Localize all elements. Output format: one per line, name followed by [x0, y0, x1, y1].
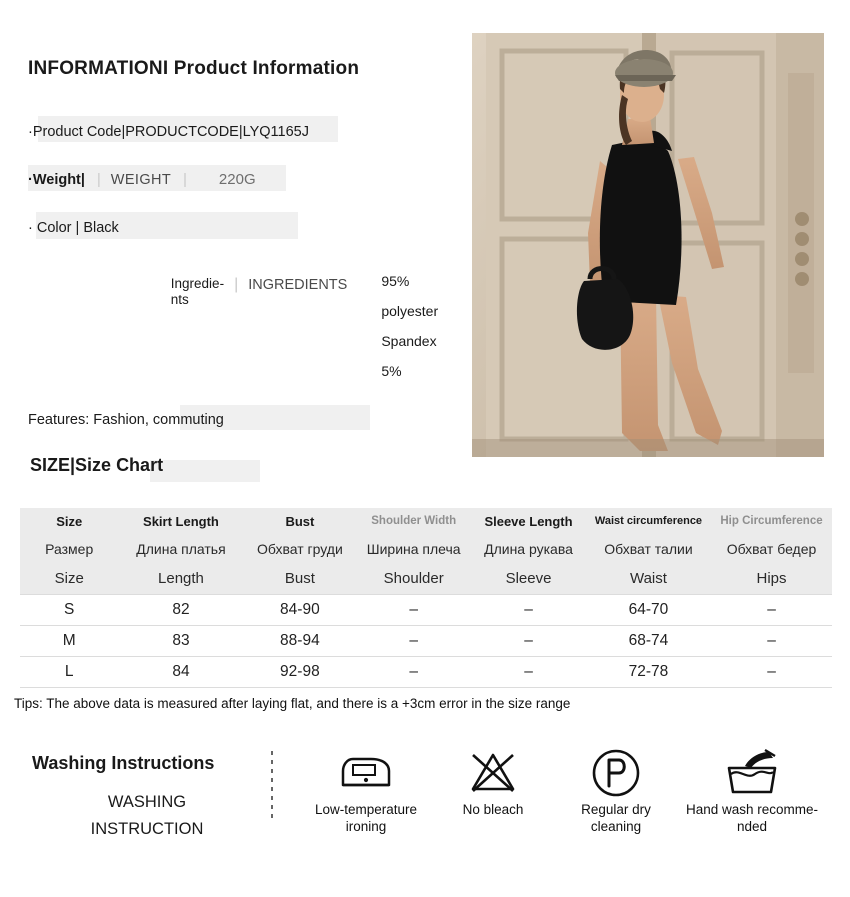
cell-sleeve: –	[471, 656, 586, 687]
hand-wash-caption-line1: Hand wash recomme-	[685, 802, 819, 817]
cell-shoulder: –	[356, 594, 471, 625]
cell-waist: 72-78	[586, 656, 711, 687]
cell-bust: 92-98	[244, 656, 357, 687]
washing-icon-list	[292, 745, 832, 865]
cell-sleeve: –	[471, 625, 586, 656]
cell-hips: –	[711, 656, 832, 687]
cell-waist: 68-74	[586, 625, 711, 656]
header2-waist: Waist	[586, 564, 711, 594]
header-waist-circumference: Waist circumference	[586, 508, 711, 534]
product-photo	[472, 33, 824, 457]
iron-icon	[300, 745, 432, 801]
header2-shoulder: Shoulder	[356, 564, 471, 594]
header-ru-shoulder: Ширина плеча	[356, 534, 471, 564]
weight-value: 220G	[218, 171, 256, 188]
no-bleach-icon	[434, 745, 552, 801]
ingredients-middle-label: INGREDIENTS	[248, 277, 348, 293]
hand-wash-caption-line2: nded	[736, 819, 768, 834]
header-hip-circumference: Hip Circumference	[711, 508, 832, 534]
product-code-text: ·Product Code|PRODUCTCODE|LYQ1165J	[28, 124, 309, 140]
features-text: Features: Fashion, commuting	[28, 412, 224, 428]
ingredient-value-2: Spandex 5%	[381, 333, 437, 379]
color-text: · Color | Black	[28, 220, 119, 236]
header-skirt-length: Skirt Length	[118, 508, 243, 534]
color-row	[28, 220, 448, 236]
header-sleeve-length: Sleeve Length	[471, 508, 586, 534]
ingredients-values	[381, 266, 448, 386]
size-chart-title: SIZE|Size Chart	[30, 455, 164, 475]
weight-separator-2: |	[183, 172, 187, 188]
cell-size: S	[20, 594, 118, 625]
size-title-highlight	[150, 460, 260, 482]
header-size: Size	[20, 508, 118, 534]
washing-item-hand-wash	[674, 745, 830, 835]
header-shoulder-width: Shoulder Width	[356, 508, 471, 534]
cell-length: 83	[118, 625, 243, 656]
washing-item-ironing	[300, 745, 432, 835]
no-bleach-caption-line1: No bleach	[462, 802, 524, 817]
ingredients-separator: |	[234, 276, 239, 293]
table-row	[20, 656, 832, 687]
table-header-en	[20, 508, 832, 534]
weight-separator: |	[96, 172, 101, 188]
header2-sleeve: Sleeve	[471, 564, 586, 594]
ingredients-label: Ingredie-nts	[170, 276, 225, 307]
header-ru-bust: Обхват груди	[244, 534, 357, 564]
weight-bracket: |	[80, 172, 85, 188]
cell-shoulder: –	[356, 656, 471, 687]
washing-item-no-bleach	[434, 745, 552, 818]
product-information-title: INFORMATIONI Product Information	[28, 58, 360, 79]
cell-hips: –	[711, 594, 832, 625]
product-information-block	[28, 58, 448, 428]
table-header-en2	[20, 564, 832, 594]
cell-bust: 88-94	[244, 625, 357, 656]
features-row	[28, 412, 448, 428]
header-ru-waist: Обхват талии	[586, 534, 711, 564]
table-row	[20, 625, 832, 656]
cell-size: M	[20, 625, 118, 656]
size-chart-table	[20, 508, 832, 688]
ironing-caption-line2: ironing	[345, 819, 387, 834]
washing-instructions-subtitle	[72, 789, 222, 843]
weight-row	[28, 171, 448, 188]
ingredient-value-1: 95% polyester	[381, 273, 439, 319]
cell-length: 84	[118, 656, 243, 687]
header-ru-sleeve: Длина рукава	[471, 534, 586, 564]
cell-size: L	[20, 656, 118, 687]
weight-middle-label: WEIGHT	[110, 172, 172, 188]
header2-bust: Bust	[244, 564, 357, 594]
header-ru-hips: Обхват бедер	[711, 534, 832, 564]
dry-cleaning-caption-line1: Regular dry	[581, 802, 651, 817]
ironing-caption-line1: Low-temperature	[314, 802, 418, 817]
header-bust: Bust	[244, 508, 357, 534]
header2-size: Size	[20, 564, 118, 594]
washing-subtitle-line1: WASHING	[107, 793, 187, 811]
cell-shoulder: –	[356, 625, 471, 656]
cell-length: 82	[118, 594, 243, 625]
cell-waist: 64-70	[586, 594, 711, 625]
highlight-bar	[28, 266, 171, 326]
table-row	[20, 594, 832, 625]
cell-sleeve: –	[471, 594, 586, 625]
weight-label: ·Weight	[28, 172, 81, 188]
table-header-ru	[20, 534, 832, 564]
cell-bust: 84-90	[244, 594, 357, 625]
washing-item-dry-cleaning	[554, 745, 678, 835]
product-code-row	[28, 124, 448, 140]
model-photo-illustration	[472, 33, 824, 457]
header-ru-length: Длина платья	[118, 534, 243, 564]
washing-instructions-title: Washing Instructions	[32, 753, 215, 773]
dry-clean-p-icon	[554, 745, 678, 801]
ingredients-row	[28, 266, 448, 386]
hand-wash-icon	[674, 745, 830, 801]
header-ru-size: Размер	[20, 534, 118, 564]
header2-length: Length	[118, 564, 243, 594]
vertical-dotted-divider	[271, 751, 273, 819]
header2-hips: Hips	[711, 564, 832, 594]
dry-cleaning-caption-line2: cleaning	[590, 819, 642, 834]
size-chart-tips: Tips: The above data is measured after laying flat, and there is a +3cm error in the size range	[14, 696, 571, 711]
cell-hips: –	[711, 625, 832, 656]
washing-subtitle-line2: INSTRUCTION	[90, 820, 204, 838]
